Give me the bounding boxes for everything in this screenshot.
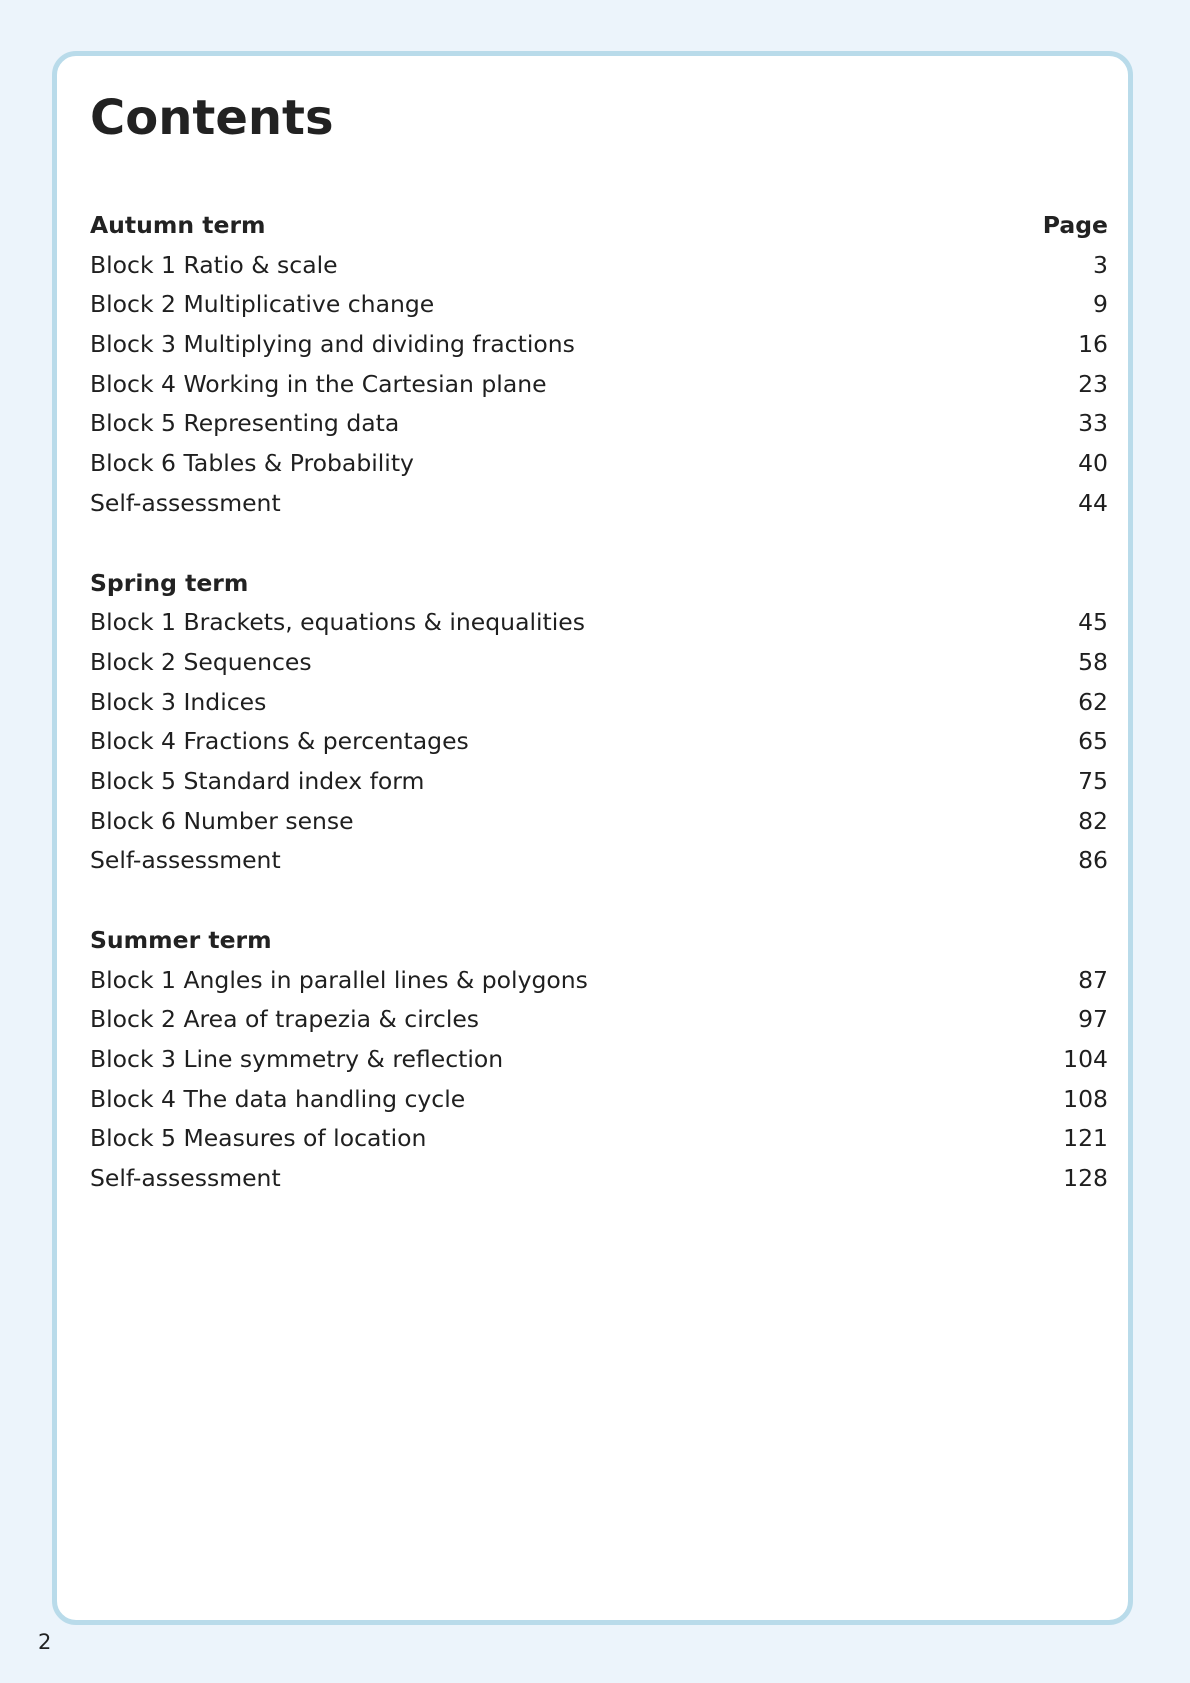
toc-entry-label: Block 4 Working in the Cartesian plane [90,369,547,398]
toc-entry[interactable] [90,325,1108,365]
toc-entry[interactable] [90,404,1108,444]
toc-entry[interactable] [90,285,1108,325]
toc-entry-page: 65 [1078,727,1108,756]
toc-entry[interactable] [90,643,1108,683]
section-heading-row [90,206,1108,246]
toc-entry-label: Block 3 Multiplying and dividing fractions [90,330,575,359]
toc-entry[interactable] [90,484,1108,524]
toc-entry-label: Block 4 The data handling cycle [90,1084,466,1113]
toc-entry-label: Block 6 Tables & Probability [90,449,414,478]
section-heading: Spring term [90,568,249,597]
toc-entry-label: Block 3 Indices [90,687,267,716]
toc-entry[interactable] [90,1159,1108,1199]
section-heading-row [90,564,1108,604]
toc-entry-label: Block 2 Multiplicative change [90,290,435,319]
toc-entry[interactable] [90,802,1108,842]
toc-entry[interactable] [90,246,1108,286]
toc-entry-label: Block 3 Line symmetry & reflection [90,1045,504,1074]
toc-entry[interactable] [90,603,1108,643]
toc-entry-label: Block 6 Number sense [90,806,354,835]
toc-entry-label: Self-assessment [90,488,281,517]
toc-entry-label: Block 1 Angles in parallel lines & polygons [90,965,588,994]
toc-entry-label: Block 5 Representing data [90,409,400,438]
toc-entry-page: 23 [1078,369,1108,398]
table-of-contents [90,206,1108,1239]
toc-entry-page: 16 [1078,330,1108,359]
toc-entry-page: 108 [1063,1084,1108,1113]
toc-entry-page: 62 [1078,687,1108,716]
toc-entry-page: 33 [1078,409,1108,438]
toc-entry-page: 44 [1078,488,1108,517]
toc-entry-page: 45 [1078,608,1108,637]
toc-entry[interactable] [90,722,1108,762]
toc-entry[interactable] [90,365,1108,405]
toc-entry-label: Block 5 Standard index form [90,766,425,795]
toc-entry-page: 104 [1063,1045,1108,1074]
toc-entry[interactable] [90,1119,1108,1159]
footer-page-number: 2 [38,1630,52,1654]
toc-entry-page: 128 [1063,1164,1108,1193]
toc-entry-label: Self-assessment [90,1164,281,1193]
toc-entry-page: 97 [1078,1005,1108,1034]
toc-entry[interactable] [90,444,1108,484]
toc-entry[interactable] [90,1080,1108,1120]
toc-entry[interactable] [90,961,1108,1001]
toc-entry-page: 121 [1063,1124,1108,1153]
toc-entry-page: 58 [1078,647,1108,676]
toc-entry-label: Block 2 Area of trapezia & circles [90,1005,480,1034]
toc-entry[interactable] [90,762,1108,802]
toc-entry[interactable] [90,1000,1108,1040]
toc-entry-page: 40 [1078,449,1108,478]
toc-entry-label: Block 4 Fractions & percentages [90,727,469,756]
toc-entry[interactable] [90,683,1108,723]
toc-entry-label: Block 5 Measures of location [90,1124,427,1153]
section-heading: Autumn term [90,211,266,239]
toc-entry-page: 3 [1093,250,1108,279]
section-autumn-term [90,206,1108,524]
section-heading-row [90,921,1108,961]
toc-entry-label: Block 2 Sequences [90,647,312,676]
toc-entry-page: 9 [1093,290,1108,319]
page-title: Contents [90,90,334,146]
toc-entry-page: 87 [1078,965,1108,994]
toc-entry-label: Self-assessment [90,846,281,875]
toc-entry[interactable] [90,841,1108,881]
toc-entry-page: 86 [1078,846,1108,875]
toc-entry-label: Block 1 Ratio & scale [90,250,338,279]
toc-entry-label: Block 1 Brackets, equations & inequalities [90,608,585,637]
contents-card [52,51,1133,1625]
toc-entry-page: 75 [1078,766,1108,795]
section-spring-term [90,564,1108,882]
section-summer-term [90,921,1108,1199]
page-column-header: Page [1042,211,1108,239]
toc-entry[interactable] [90,1040,1108,1080]
section-heading: Summer term [90,926,272,954]
toc-entry-page: 82 [1078,806,1108,835]
